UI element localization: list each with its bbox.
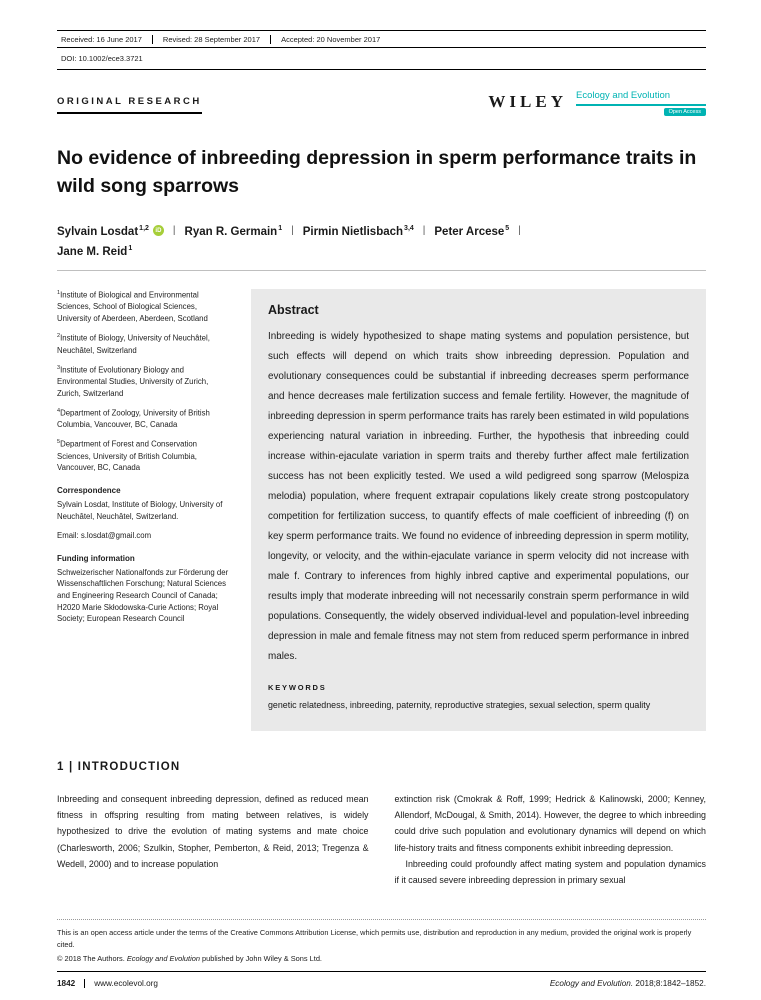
wiley-logo: WILEY <box>488 92 567 111</box>
introduction-columns <box>57 791 706 888</box>
footer-citation: Ecology and Evolution. 2018;8:1842–1852. <box>549 979 706 988</box>
author-name: Sylvain Losdat$^{1,2}$ <box>57 224 149 238</box>
author-name: Pirmin Nietlisbach$^{3,4}$ <box>302 224 414 238</box>
author-separator: | <box>518 225 521 237</box>
author-separator: | <box>291 225 294 237</box>
abstract-section <box>251 289 706 731</box>
introduction-column-right <box>395 791 707 888</box>
author-name: Ryan R. Germain$^1$ <box>184 224 283 238</box>
keywords-heading: KEYWORDS <box>268 683 327 693</box>
divider-rule <box>57 270 706 271</box>
page-footer <box>57 919 706 1000</box>
introduction-column-left <box>57 791 369 888</box>
footer-bottom-row <box>57 971 706 1000</box>
correspondence-email: Email: s.losdat@gmail.com <box>57 530 152 540</box>
page-number: 1842 <box>57 979 85 988</box>
affiliation: $^5$Department of Forest and Conservation Sciences, University of British Columbia, Vancouver, BC, Canada <box>57 439 198 473</box>
author-row-2 <box>57 245 706 258</box>
journal-header <box>57 90 706 116</box>
correspondence-body: Sylvain Losdat, Institute of Biology, University of Neuchâtel, Neuchâtel, Switzerland. <box>57 500 223 521</box>
journal-badge <box>576 90 706 116</box>
article-type-label: ORIGINAL RESEARCH <box>57 96 202 114</box>
abstract-text: Inbreeding is widely hypothesized to shape mating systems and population persistence, but such effects will depend on which traits show inbreeding depression. Population and evolutionary consequences could be substantial if inbreeding decreases sperm performance and hence decreases male fertilization success and female fertility. However, the magnitude of inbreeding depression in sperm performance traits has rarely been estimated in wild populations experiencing natural variation in inbreeding. Further, the hypothesis that inbreeding could increase within-ejaculate variation in sperm traits and thereby further affect male fertilization success has not been explicitly tested. We used a wild pedigreed song sparrow (Melospiza melodia) population, where frequent extrapair copulations likely create strong postcopulatory competition for fertilization success, to quantify effects of male coefficient of inbreeding (f) on key sperm performance traits. We found no evidence of inbreeding depression in sperm motility, longevity, or velocity, and the within-ejaculate variance in sperm velocity did not increase with male f. Contrary to inferences from highly inbred captive and experimental populations, our results imply that moderate inbreeding will not necessarily constrain sperm performance in wild populations. Consequently, the widely observed individual-level and population-level inbreeding depression in male and female fitness may not stem from reduced sperm performance in inbred males. <box>268 331 689 663</box>
affiliation: $^3$Institute of Evolutionary Biology and Environmental Studies, University of Zurich, Zurich, Switzerland <box>57 364 209 398</box>
intro-paragraph: Inbreeding could profoundly affect mating system and population dynamics if it caused severe inbreeding depression in primary sexual <box>394 858 706 885</box>
author-list <box>57 225 706 259</box>
introduction-section <box>57 761 706 888</box>
correspondence-heading: Correspondence <box>57 486 121 496</box>
author-separator: | <box>172 225 176 237</box>
publisher-block <box>488 90 706 116</box>
received-date: Received: 16 June 2017 <box>61 34 142 44</box>
intro-paragraph: extinction risk (Cmokrak & Roff, 1999; Hedrick & Kalinowski, 2000; Kenney, Allendorf, McDougal, & Smith, 2014). However, the degree to which inbreeding could drive such population and evolutionary dynamics will depend on which life-history traits and fitness components exhibit inbreeding depression. <box>394 793 706 853</box>
open-access-badge: Open Access <box>664 108 706 116</box>
affiliation: $^1$Institute of Biological and Environmental Sciences, School of Biological Sciences, University of Aberdeen, Aberdeen, Scotland <box>57 290 208 324</box>
author-row-1 <box>57 225 706 238</box>
open-access-note: This is an open access article under the terms of the Creative Commons Attribution License, which permits use, distribution and reproduction in any medium, provided the original work is properly cited. <box>57 919 706 950</box>
intro-paragraph: Inbreeding and consequent inbreeding depression, defined as reduced mean fitness in offspring resulting from mating between relatives, is widely hypothesized to drive the evolution of mating systems and mate choice (Charlesworth, 2006; Szulkin, Stopher, Pemberton, & Reid, 2013; Tregenza & Wedell, 2000) and to increase population <box>57 793 369 869</box>
copyright-line: © 2018 The Authors. Ecology and Evolution published by John Wiley & Sons Ltd. <box>57 954 322 963</box>
funding-body: Schweizerischer Nationalfonds zur Förderung der Wissenschaftlichen Forschung; Natural Sciences and Engineering Research Council of Canada; H2020 Marie Skłodowska-Curie Actions; Royal Society; European Research Council <box>57 567 229 624</box>
main-content <box>57 289 706 731</box>
doi: DOI: 10.1002/ece3.3721 <box>57 48 706 70</box>
received-revised-accepted-bar <box>57 30 706 48</box>
journal-name: Ecology and Evolution <box>576 90 706 106</box>
footer-left <box>57 979 158 988</box>
abstract-heading: Abstract <box>268 303 319 318</box>
affiliation: $^4$Department of Zoology, University of British Columbia, Vancouver, BC, Canada <box>57 407 210 430</box>
affiliation: $^2$Institute of Biology, University of Neuchâtel, Neuchâtel, Switzerland <box>57 333 210 355</box>
article-title: No evidence of inbreeding depression in sperm performance traits in wild song sparrows <box>57 147 697 198</box>
funding-heading: Funding information <box>57 553 135 563</box>
keywords-list: genetic relatedness, inbreeding, paternity, reproductive strategies, sexual selection, sperm quality <box>268 700 651 711</box>
author-name: Jane M. Reid$^1$ <box>57 245 133 259</box>
introduction-heading: 1 | INTRODUCTION <box>57 760 181 773</box>
orcid-icon[interactable]: iD <box>153 225 164 236</box>
author-name: Peter Arcese$^5$ <box>434 224 510 238</box>
article-metadata-column <box>57 289 229 731</box>
author-separator: | <box>422 225 426 237</box>
journal-website: www.ecolevol.org <box>94 979 158 988</box>
accepted-date: Accepted: 20 November 2017 <box>270 35 390 44</box>
revised-date: Revised: 28 September 2017 <box>152 35 270 44</box>
